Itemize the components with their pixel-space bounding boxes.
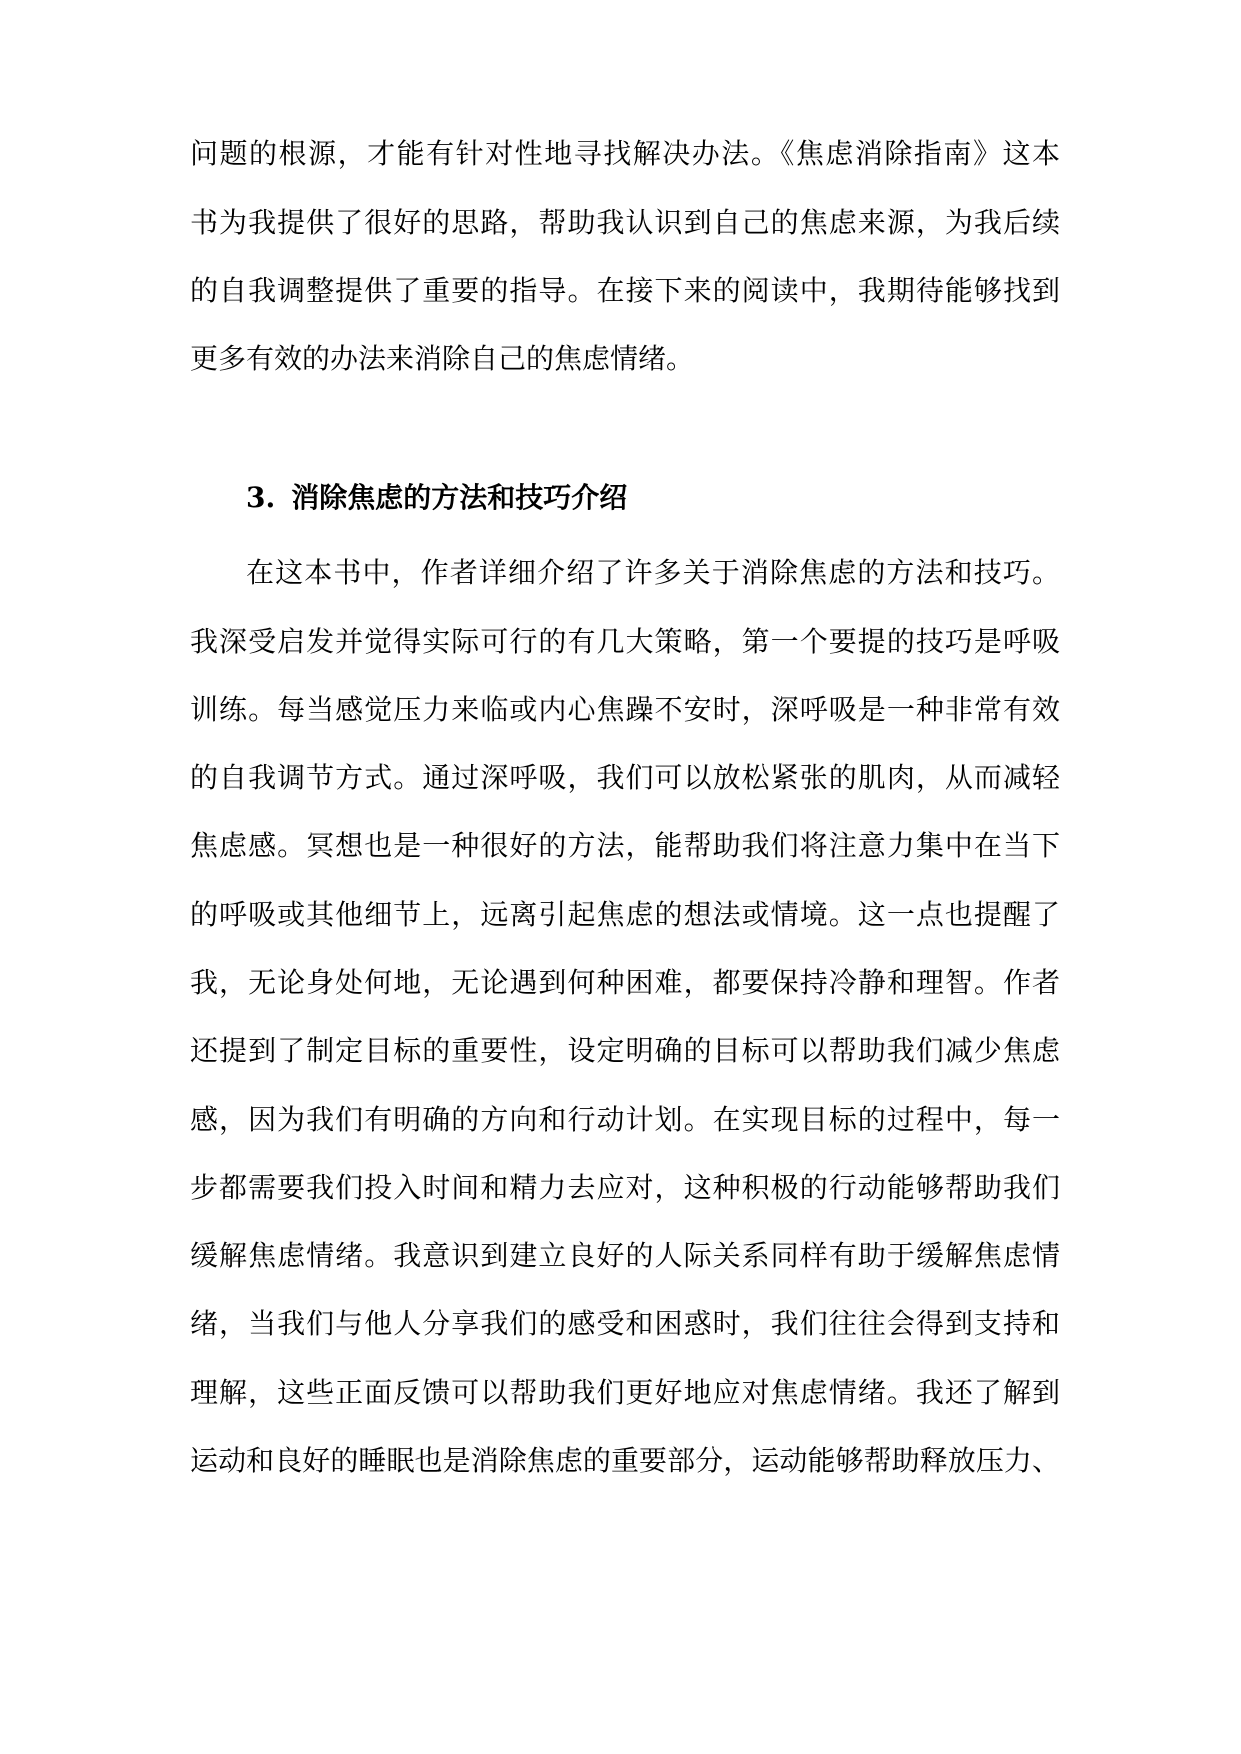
paragraph-2-line-2: 我深受启发并觉得实际可行的有几大策略，第一个要提的技巧是呼吸 bbox=[190, 625, 1060, 658]
paragraph-2-line-9: 感，因为我们有明确的方向和行动计划。在实现目标的过程中，每一 bbox=[190, 1103, 1060, 1136]
paragraph-2-line-1: 在这本书中，作者详细介绍了许多关于消除焦虑的方法和技巧。 bbox=[246, 556, 1060, 589]
paragraph-1-line-2: 书为我提供了很好的思路，帮助我认识到自己的焦虑来源，为我后续 bbox=[190, 206, 1060, 239]
paragraph-2-line-14: 运动和良好的睡眠也是消除焦虑的重要部分，运动能够帮助释放压力、 bbox=[190, 1444, 1060, 1477]
paragraph-2-line-10: 步都需要我们投入时间和精力去应对，这种积极的行动能够帮助我们 bbox=[190, 1171, 1060, 1204]
paragraph-2-line-13: 理解，这些正面反馈可以帮助我们更好地应对焦虑情绪。我还了解到 bbox=[190, 1376, 1060, 1409]
paragraph-2-line-8: 还提到了制定目标的重要性，设定明确的目标可以帮助我们减少焦虑 bbox=[190, 1034, 1060, 1067]
paragraph-2-line-7: 我，无论身处何地，无论遇到何种困难，都要保持冷静和理智。作者 bbox=[190, 966, 1060, 999]
paragraph-2-line-12: 绪，当我们与他人分享我们的感受和困惑时，我们往往会得到支持和 bbox=[190, 1307, 1060, 1340]
paragraph-2-line-5: 焦虑感。冥想也是一种很好的方法，能帮助我们将注意力集中在当下 bbox=[190, 829, 1060, 862]
paragraph-1-line-1: 问题的根源，才能有针对性地寻找解决办法。《焦虑消除指南》这本 bbox=[190, 137, 1060, 170]
paragraph-2-line-11: 缓解焦虑情绪。我意识到建立良好的人际关系同样有助于缓解焦虑情 bbox=[190, 1239, 1060, 1272]
paragraph-1-line-4: 更多有效的办法来消除自己的焦虑情绪。 bbox=[190, 342, 695, 375]
section-heading bbox=[246, 478, 1046, 518]
paragraph-2-line-4: 的自我调节方式。通过深呼吸，我们可以放松紧张的肌肉，从而减轻 bbox=[190, 761, 1060, 794]
section-title: 消除焦虑的方法和技巧介绍 bbox=[291, 481, 628, 514]
paragraph-2-line-3: 训练。每当感觉压力来临或内心焦躁不安时，深呼吸是一种非常有效 bbox=[190, 693, 1060, 726]
paragraph-1-line-3: 的自我调整提供了重要的指导。在接下来的阅读中，我期待能够找到 bbox=[190, 274, 1060, 307]
paragraph-2-line-6: 的呼吸或其他细节上，远离引起焦虑的想法或情境。这一点也提醒了 bbox=[190, 898, 1060, 931]
section-number: 3. bbox=[246, 481, 276, 514]
